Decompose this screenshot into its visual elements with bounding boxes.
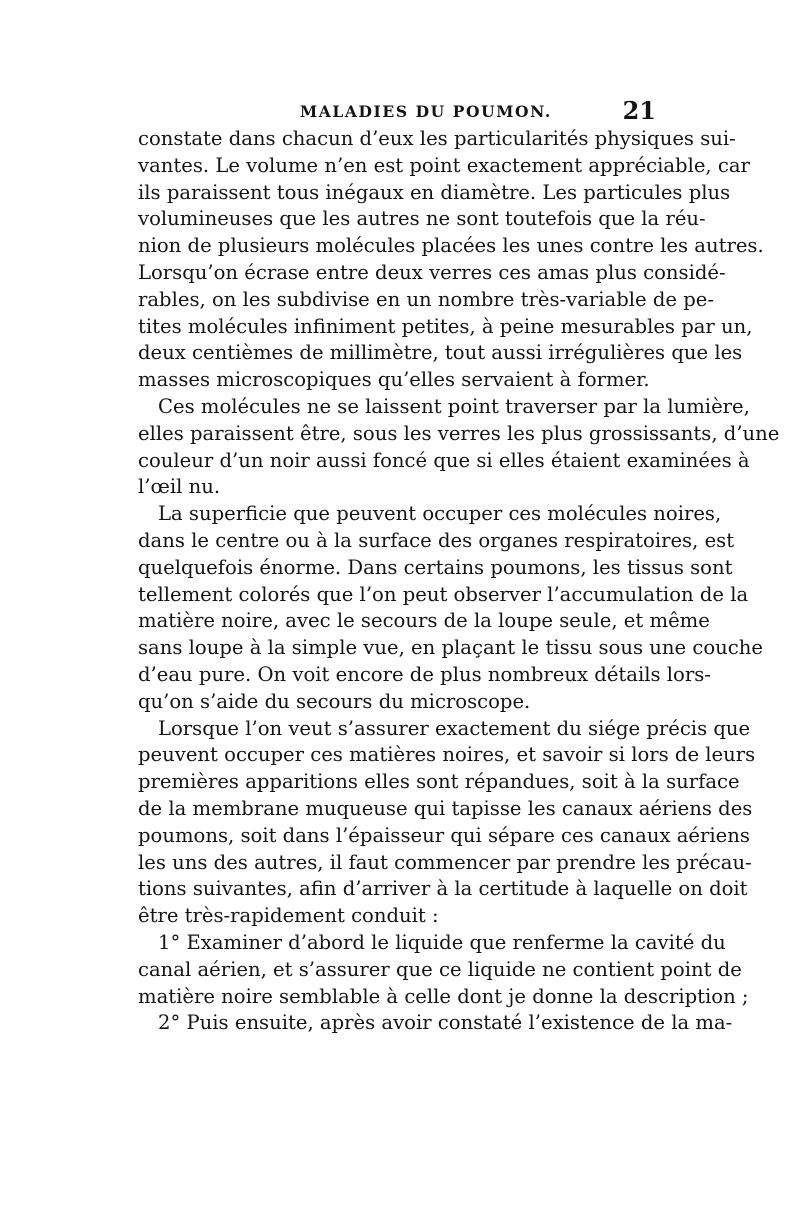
text-line: poumons, soit dans l’épaisseur qui sépare ces canaux aériens (138, 823, 750, 847)
text-line: matière noire, avec le secours de la loupe seule, et même (138, 609, 710, 633)
running-head (138, 96, 658, 126)
body-text (138, 126, 780, 1037)
text-line: tions suivantes, afin d’arriver à la certitude à laquelle on doit (138, 877, 748, 901)
text-line: premières apparitions elles sont répandues, soit à la surface (138, 770, 740, 794)
text-line: quelquefois énorme. Dans certains poumons, les tissus sont (138, 555, 733, 579)
text-line: les uns des autres, il faut commencer par prendre les précau- (138, 850, 752, 874)
text-line: masses microscopiques qu’elles servaient à former. (138, 368, 650, 392)
text-line: deux centièmes de millimètre, tout aussi irrégulières que les (138, 341, 743, 365)
text-line: matière noire semblable à celle dont je donne la description ; (138, 984, 749, 1008)
text-line: de la membrane muqueuse qui tapisse les canaux aériens des (138, 796, 753, 820)
text-line: être très-rapidement conduit : (138, 904, 439, 928)
text-line: dans le centre ou à la surface des organes respiratoires, est (138, 528, 735, 552)
text-line: volumineuses que les autres ne sont toutefois que la réu- (138, 207, 706, 231)
text-line: La superficie que peuvent occuper ces molécules noires, (158, 502, 722, 526)
text-line: sans loupe à la simple vue, en plaçant le tissu sous une couche (138, 636, 763, 660)
page-number: 21 (622, 96, 656, 125)
text-line: peuvent occuper ces matières noires, et savoir si lors de leurs (138, 743, 756, 767)
text-line: rables, on les subdivise en un nombre très-variable de pe- (138, 287, 714, 311)
text-line: Lorsqu’on écrase entre deux verres ces amas plus considé- (138, 260, 726, 284)
text-line: 2° Puis ensuite, après avoir constaté l’existence de la ma- (158, 1011, 733, 1035)
text-line: nion de plusieurs molécules placées les unes contre les autres. (138, 234, 764, 258)
text-line: vantes. Le volume n’en est point exactement appréciable, car (138, 153, 750, 177)
text-line: canal aérien, et s’assurer que ce liquide ne contient point de (138, 957, 742, 981)
text-line: qu’on s’aide du secours du microscope. (138, 689, 531, 713)
text-line: Ces molécules ne se laissent point traverser par la lumière, (158, 394, 750, 418)
text-line: l’œil nu. (138, 475, 221, 499)
text-line: constate dans chacun d’eux les particularités physiques sui- (138, 127, 736, 150)
text-line: 1° Examiner d’abord le liquide que renferme la cavité du (158, 930, 726, 954)
text-line: couleur d’un noir aussi foncé que si elles étaient examinées à (138, 448, 750, 472)
text-line: d’eau pure. On voit encore de plus nombreux détails lors- (138, 662, 711, 686)
text-line: elles paraissent être, sous les verres les plus grossissants, d’une (138, 421, 780, 445)
text-line: tites molécules infiniment petites, à peine mesurables par un, (138, 314, 753, 338)
text-line: Lorsque l’on veut s’assurer exactement du siége précis que (158, 716, 751, 740)
running-title: MALADIES DU POUMON. (300, 102, 552, 121)
text-line: ils paraissent tous inégaux en diamètre. Les particules plus (138, 180, 731, 204)
text-line: tellement colorés que l’on peut observer l’accumulation de la (138, 582, 749, 606)
